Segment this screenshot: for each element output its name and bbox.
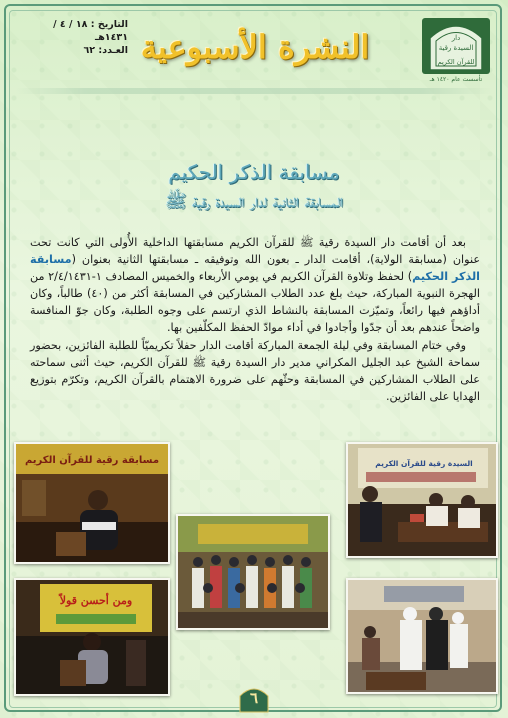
logo-founded: تأسست عام ١٤٢٠ هـ (429, 76, 483, 83)
photo-award-ceremony (346, 442, 498, 558)
magazine-title: النشرة الأسبوعية (140, 28, 370, 66)
paragraph-2: وفي ختام المسابقة وفي ليلة الجمعة المباركة أقامت الدار حفلاً تكريميّاً للطلبة الفائزين، بحضور سماحة الشيخ عبد الجليل المكراني مدير دار السيدة رقية ﷺ للقرآن الكريم، حيث أثنى سماحته على الطلاب المشاركين في المسابقة وحثّهم على ضرورة الاهتمام بالقرآن الكريم، وتكرّم بتوزيع الهدايا على الفائزين. (30, 339, 480, 403)
banner-text-4: ومن أحسن قولاً (59, 594, 133, 607)
article-body (30, 234, 480, 406)
photo-recitation-stage (14, 442, 170, 564)
header-divider (16, 88, 492, 94)
paragraph-1-start: بعد أن أقامت دار السيدة رقية ﷺ للقرآن الكريم مسابقتها الداخلية الأُولى التي كانت تحت عنوان (مسابقة الولاية)، أقامت الدار ـ بعون الله وتوفيقه ـ مسابقتها الثانية بعنوان ( (30, 236, 480, 266)
issue-meta (18, 18, 128, 57)
logo-line3: للقرآن الكريم (437, 58, 475, 66)
date-label: التاريخ : (90, 19, 128, 30)
article-subtitle: المسابقة الثانية لدار السيدة رقية ﷺ (164, 191, 344, 212)
issue-label: العـدد: (98, 45, 128, 56)
issue-row (18, 44, 128, 57)
banner-text-2: السيدة رقية للقرآن الكريم (375, 459, 473, 468)
logo (420, 14, 492, 84)
competition-name-highlight: مسابقة الذكر الحكيم (30, 253, 480, 283)
date-value: ١٨ / ٤ / ١٤٣١هـ (53, 19, 128, 43)
date-row (18, 18, 128, 44)
logo-line1: دار (451, 34, 461, 42)
logo-line2: السيدة رقية (438, 44, 474, 52)
article-title: مسابقة الذكر الحكيم (168, 160, 340, 184)
paragraph-1 (30, 234, 480, 336)
banner-text-1: مسابقة رقية للقرآن الكريم (24, 455, 160, 466)
photo-group-students (176, 514, 330, 630)
page-number-text: ٦ (249, 689, 259, 707)
photo-prize-giving (346, 578, 498, 694)
page-number (236, 684, 272, 714)
paragraph-1-end: ) لحفظ وتلاوة القرآن الكريم في يومي الأربعاء والخميس المصادف ١-٢/٤/١٤٣١ من الهجرة النبوية المباركة، حيث بلغ عدد الطلاب المشاركين في المسابقة أكثر من (٤٠) طالباً، وكان أداؤهم فيها رائعاً، وتميّزت المسابقة بالنشاط الذي ارتسم على وجوه الطلبة، وكان جوّ المنافسة واضحاً عندهم بعد أن جدّوا وأجادوا في أداء موادّ الحفظ المكلّفين بها. (30, 270, 480, 334)
issue-value: ٦٢ (83, 45, 96, 56)
photo-recitation-banner (14, 578, 170, 696)
